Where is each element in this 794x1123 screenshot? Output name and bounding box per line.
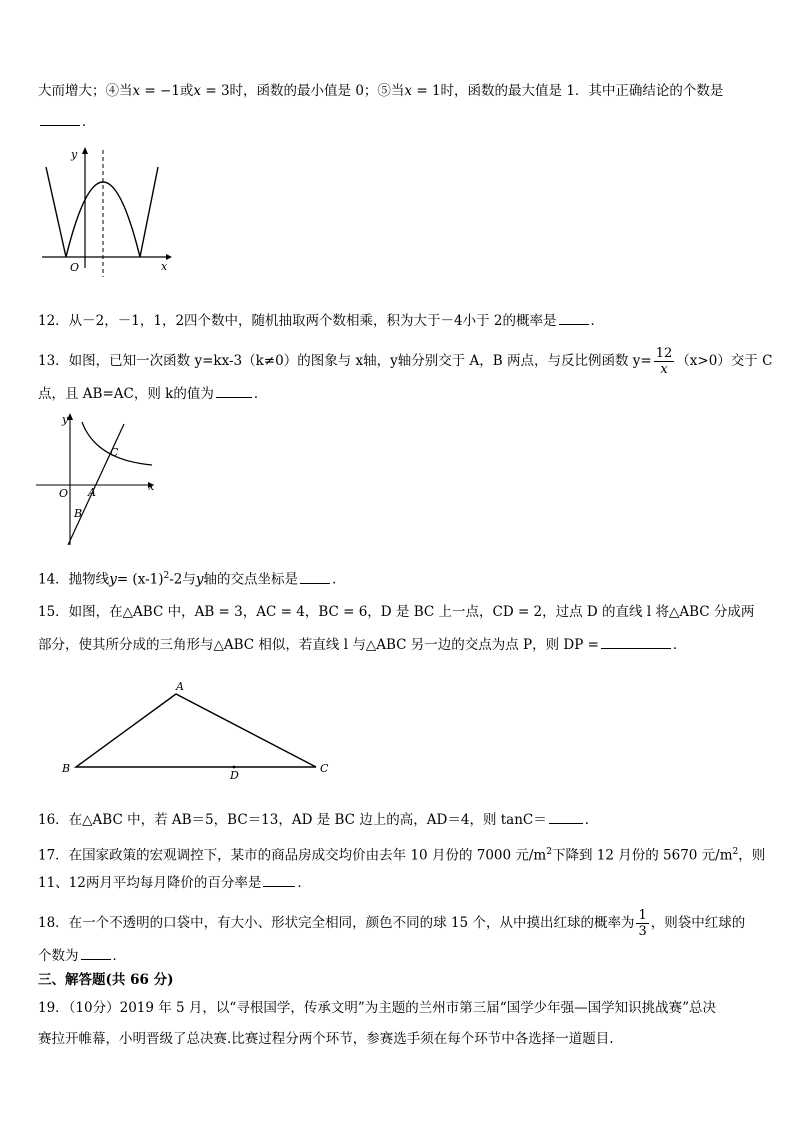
q13-text-a: 13．如图，已知一次函数 y=kx-3（k≠0）的图象与 x轴，y轴分别交于 A，B 两点，与反比例函数 y= bbox=[38, 353, 652, 369]
q17-sup2: 2 bbox=[732, 847, 739, 857]
q11-y-arrow bbox=[82, 147, 88, 154]
q15-triangle bbox=[76, 694, 316, 767]
q17-sup1: 2 bbox=[546, 847, 552, 857]
q14-text-b: = (x-1) bbox=[116, 571, 164, 588]
q15-line2 bbox=[38, 636, 686, 654]
q15-label-a: A bbox=[176, 680, 184, 693]
q17-text-a: 17．在国家政策的宏观调控下，某市的商品房成交均价由去年 10 月份的 7000 元/m bbox=[38, 847, 547, 864]
q11-line2 bbox=[38, 113, 96, 131]
q14-var-y2: y bbox=[195, 571, 204, 588]
q15-label-b: B bbox=[62, 762, 71, 775]
q13-frac-den: x bbox=[660, 362, 668, 377]
q18-answer-blank[interactable] bbox=[81, 947, 111, 960]
q15-answer-blank[interactable] bbox=[601, 636, 671, 649]
q13-end: ． bbox=[253, 386, 268, 402]
section3-title-text: 三、解答题(共 66 分) bbox=[38, 972, 174, 988]
q11-text-eq1: = −1或 bbox=[140, 83, 194, 99]
q11-origin-label: O bbox=[70, 261, 80, 274]
q14-var-y: y bbox=[109, 571, 117, 588]
q11-x-label: x bbox=[161, 260, 168, 273]
q14-line bbox=[38, 567, 346, 589]
q11-curve bbox=[46, 167, 158, 257]
q13-fraction bbox=[654, 346, 675, 377]
q15-end: ． bbox=[672, 637, 687, 653]
q13-point-c-label: C bbox=[110, 446, 119, 459]
q13-origin-label: O bbox=[59, 487, 69, 500]
q13-x-label: x bbox=[148, 480, 155, 493]
q13-line1 bbox=[38, 346, 772, 377]
q18-end: ． bbox=[112, 948, 126, 964]
q16-end: ． bbox=[584, 812, 599, 828]
q11-line1 bbox=[38, 82, 723, 100]
q12-answer-blank[interactable] bbox=[559, 312, 589, 325]
q14-answer-blank[interactable] bbox=[300, 571, 330, 584]
q15-line1 bbox=[38, 603, 754, 621]
q18-text-a: 18．在一个不透明的口袋中，有大小、形状完全相同，颜色不同的球 15 个，从中摸出红球的概率为 bbox=[38, 915, 635, 931]
q13-text-2: 点，且 AB=AC，则 k的值为 bbox=[38, 386, 214, 402]
q15-text-2: 部分，使其所分成的三角形与△ABC 相似，若直线 l 与△ABC 另一边的交点为点 P，则 DP = bbox=[38, 637, 599, 653]
q16-text: 16．在△ABC 中，若 AB＝5，BC＝13，AD 是 BC 边上的高，AD＝4，则 tanC＝ bbox=[38, 812, 547, 828]
q18-text-2: 个数为 bbox=[38, 948, 79, 964]
q19-line1 bbox=[38, 999, 716, 1017]
q18-line2 bbox=[38, 947, 126, 965]
q13-answer-blank[interactable] bbox=[216, 385, 252, 398]
q15-point-d bbox=[233, 766, 236, 769]
q16-answer-blank[interactable] bbox=[549, 811, 583, 824]
q18-line1 bbox=[38, 908, 745, 939]
q11-var-x2: x bbox=[193, 83, 202, 99]
q18-text-b: ，则袋中红球的 bbox=[650, 915, 746, 931]
q17-text-c: ，则 bbox=[738, 847, 766, 864]
q19-line2 bbox=[38, 1030, 614, 1048]
q15-label-d: D bbox=[230, 769, 239, 782]
q12-text: 12．从－2，－1，1，2四个数中，随机抽取两个数相乘，积为大于－4小于 2的概率是 bbox=[38, 313, 557, 329]
q16-line bbox=[38, 811, 598, 829]
q17-text-b: 下降到 12 月份的 5670 元/m bbox=[551, 847, 733, 864]
q19-text-1: 19．（10分）2019 年 5 月，以“寻根国学，传承文明”为主题的兰州市第三届“国学少年强—国学知识挑战赛”总决 bbox=[38, 1000, 717, 1016]
q19-text-2: 赛拉开帷幕，小明晋级了总决赛.比赛过程分两个环节，参赛选手须在每个环节中各选择一道题目. bbox=[38, 1031, 614, 1047]
q14-sup: 2 bbox=[163, 571, 170, 581]
q15-triangle-figure bbox=[58, 678, 348, 783]
q13-graph bbox=[36, 410, 161, 550]
q18-fraction bbox=[636, 908, 648, 939]
q13-line2 bbox=[38, 385, 267, 403]
q11-text-eq3: = 1时，函数的最大值是 1．其中正确结论的个数是 bbox=[412, 83, 724, 99]
q15-text-1: 15．如图，在△ABC 中，AB = 3，AC = 4，BC = 6，D 是 BC 上一点，CD = 2，过点 D 的直线 l 将△ABC 分成两 bbox=[38, 604, 755, 620]
q17-line2 bbox=[38, 874, 311, 892]
q14-text-a: 14．抛物线 bbox=[38, 571, 110, 588]
q11-var-x1: x bbox=[132, 83, 141, 99]
q11-text-a: 大而增大；④当 bbox=[38, 83, 133, 99]
q11-text-eq2: = 3时，函数的最小值是 0；⑤当 bbox=[201, 83, 405, 99]
q11-answer-blank[interactable] bbox=[40, 113, 80, 126]
q18-frac-num: 1 bbox=[638, 908, 647, 923]
q13-y-label: y bbox=[62, 413, 69, 426]
q14-text-c: -2与 bbox=[169, 571, 196, 588]
q12-line bbox=[38, 312, 604, 330]
q17-text-2: 11、12两月平均每月降价的百分率是 bbox=[38, 875, 262, 891]
q13-point-b-label: B bbox=[74, 507, 83, 520]
q17-answer-blank[interactable] bbox=[263, 874, 295, 887]
q11-var-x3: x bbox=[404, 83, 413, 99]
q18-frac-den: 3 bbox=[638, 924, 647, 939]
q14-text-d: 轴的交点坐标是 bbox=[203, 571, 299, 588]
q11-graph bbox=[38, 142, 178, 277]
q13-point-a-label: A bbox=[88, 486, 96, 499]
q11-y-label: y bbox=[71, 148, 78, 161]
section3-title bbox=[38, 971, 173, 989]
q17-end: ． bbox=[297, 875, 311, 891]
q12-end: ． bbox=[590, 313, 605, 329]
q13-frac-num: 12 bbox=[655, 346, 673, 361]
q17-line1 bbox=[38, 843, 765, 865]
q15-label-c: C bbox=[320, 762, 329, 775]
q13-text-b: （x>0）交于 C bbox=[676, 353, 773, 369]
q11-end: ． bbox=[82, 114, 96, 130]
q14-end: ． bbox=[332, 571, 346, 588]
